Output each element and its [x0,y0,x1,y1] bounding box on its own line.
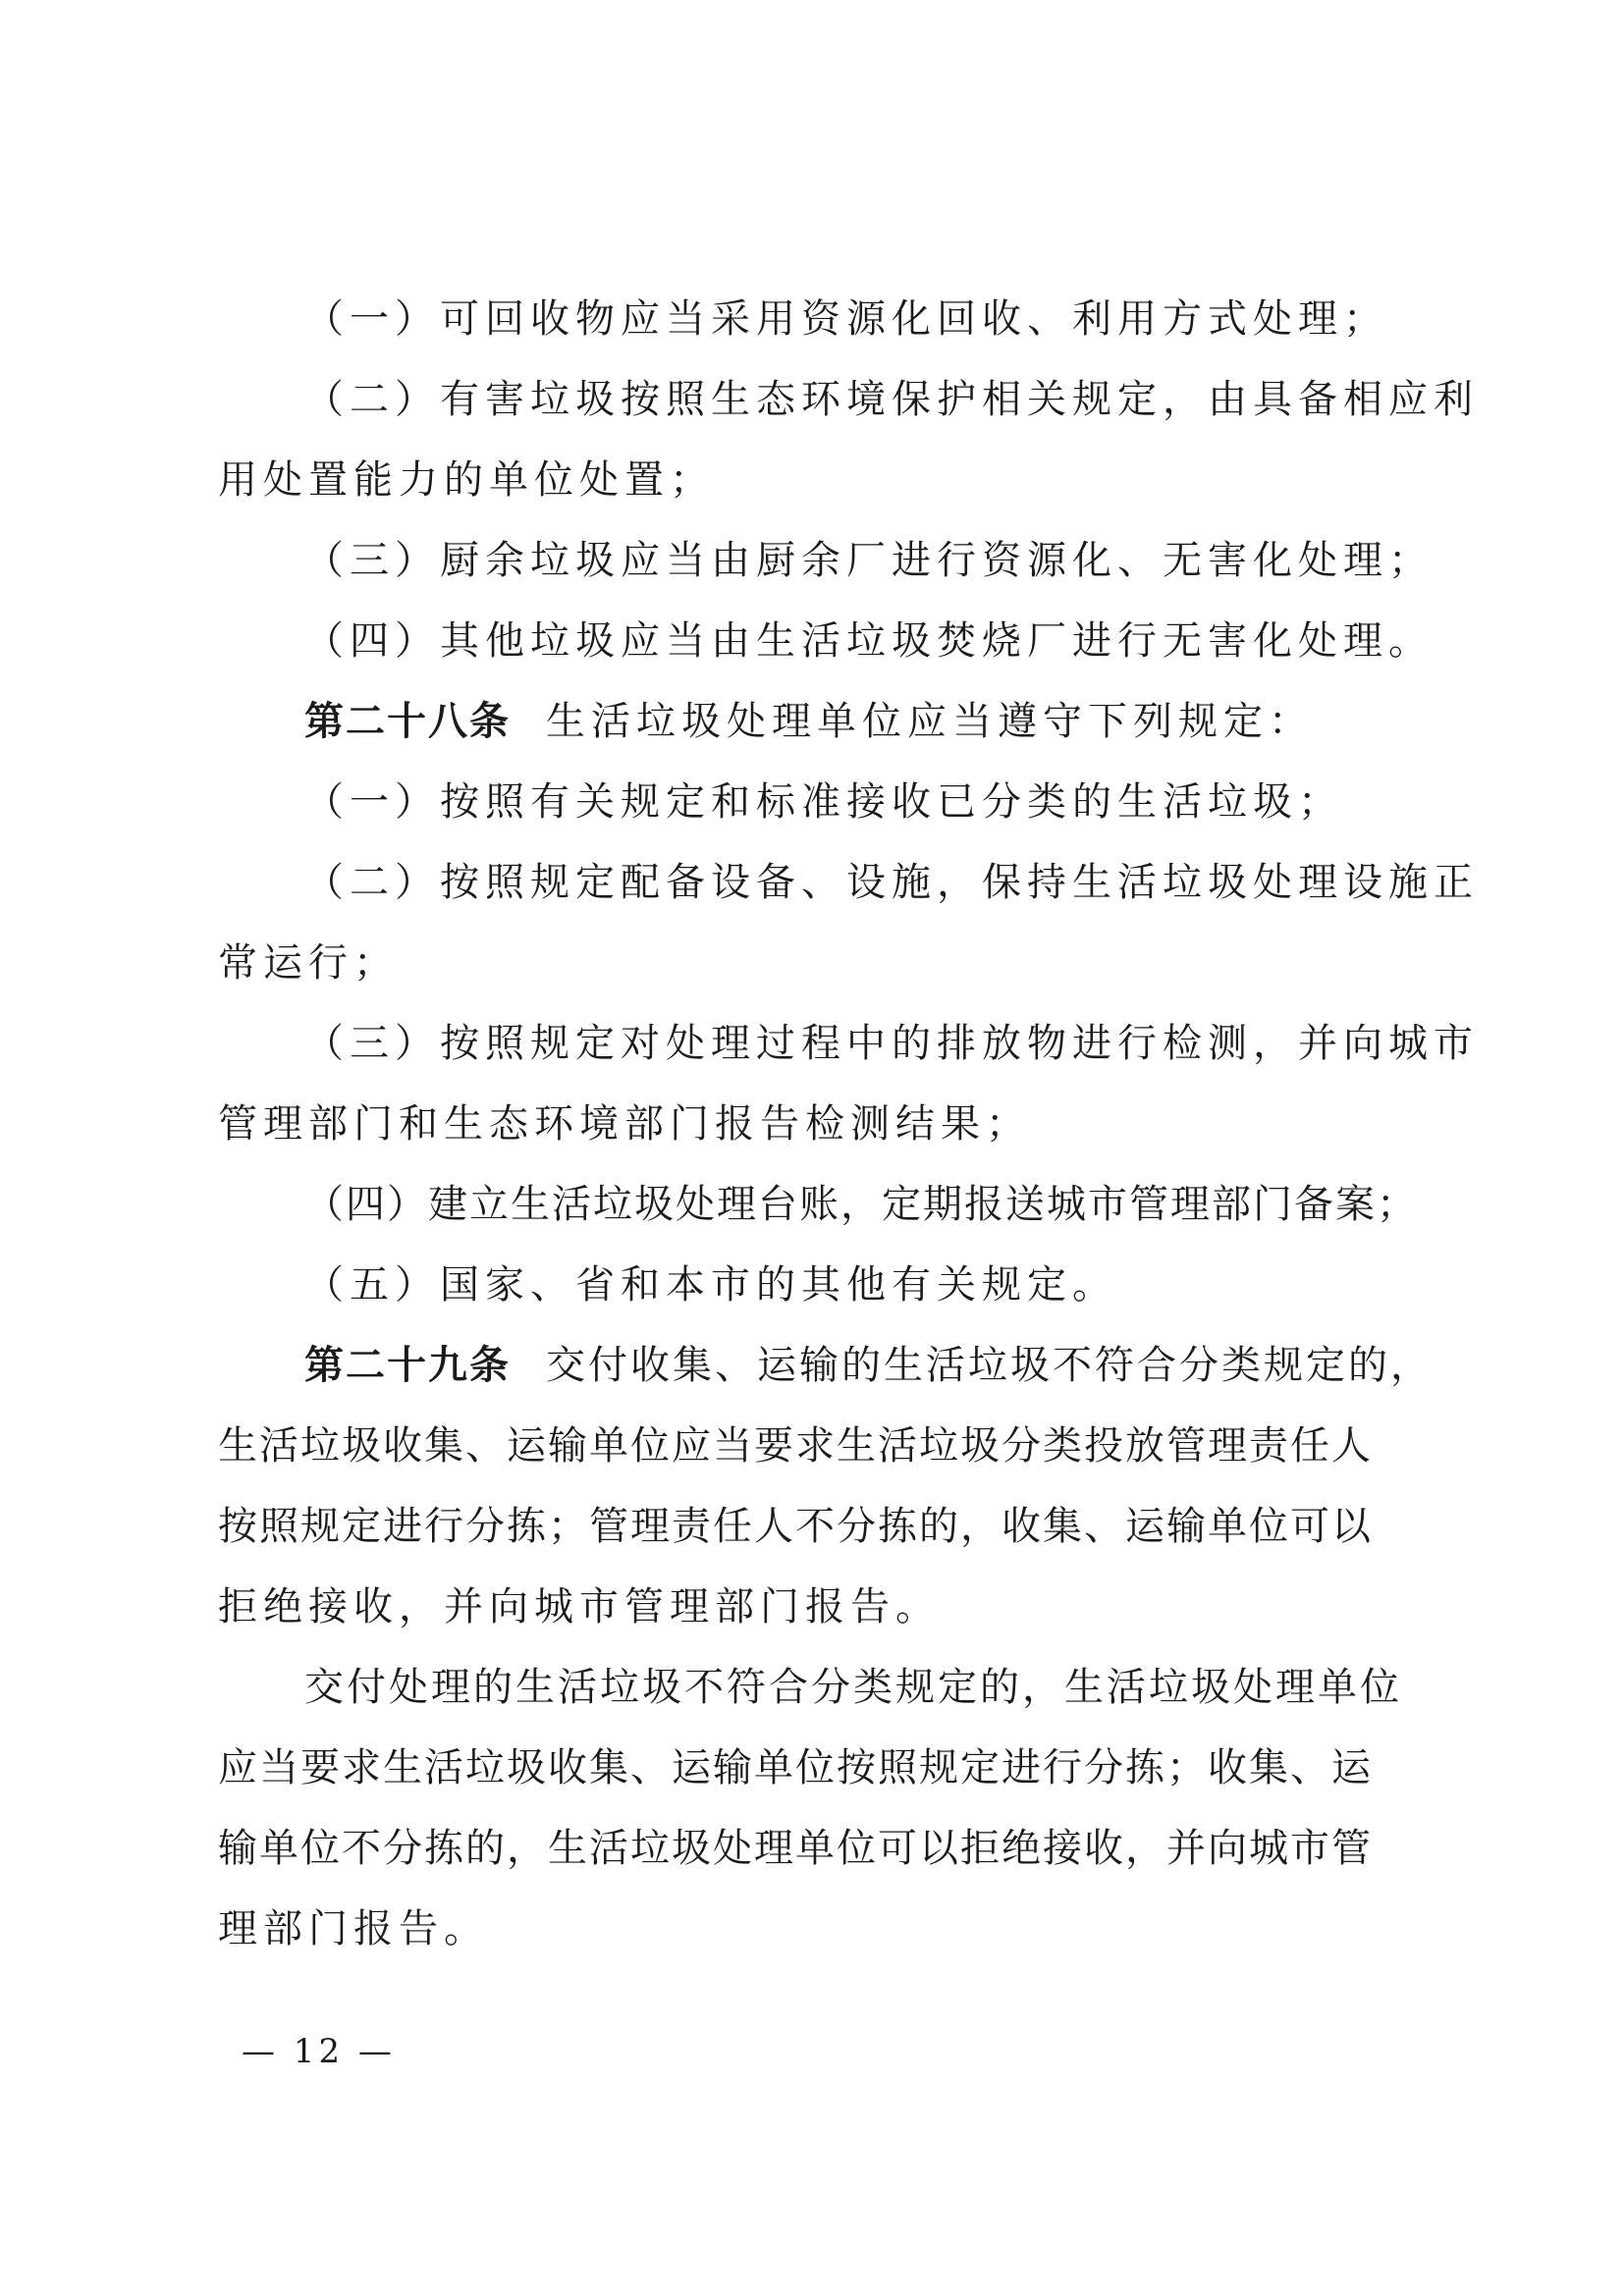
article-28-item-2-line2: 常运行； [218,940,399,986]
document-body [218,279,1479,1969]
article-29-number: 第二十九条 [304,1343,511,1388]
item-recyclables: （一）可回收物应当采用资源化回收、利用方式处理； [304,296,1388,342]
article-29-para2-line3: 输单位不分拣的，生活垃圾处理单位可以拒绝接收，并向城市管 [218,1826,1373,1871]
page-number: — 12 — [242,2032,396,2071]
article-28-item-5: （五）国家、省和本市的其他有关规定。 [304,1262,1117,1308]
article-28-item-3-line2: 管理部门和生态环境部门报告检测结果； [218,1101,1031,1147]
item-hazardous-line2: 用处置能力的单位处置； [218,457,715,503]
article-29-heading [218,1325,1435,1406]
article-29-line1: 交付收集、运输的生活垃圾不符合分类规定的， [546,1343,1433,1388]
article-28-item-4: （四）建立生活垃圾处理台账，定期报送城市管理部门备案； [304,1182,1418,1227]
article-29-para2-line2: 应当要求生活垃圾收集、运输单位按照规定进行分拣；收集、运 [218,1745,1373,1790]
item-other-waste: （四）其他垃圾应当由生活垃圾焚烧厂进行无害化处理。 [304,618,1434,664]
article-28-text: 生活垃圾处理单位应当遵守下列规定： [546,699,1314,744]
item-kitchen-waste: （三）厨余垃圾应当由厨余厂进行资源化、无害化处理； [304,538,1434,583]
article-28-item-2-line1: （二）按照规定配备设备、设施，保持生活垃圾处理设施正 [304,860,1479,905]
article-29-line2: 生活垃圾收集、运输单位应当要求生活垃圾分类投放管理责任人 [218,1423,1373,1468]
article-28-number: 第二十八条 [304,699,511,744]
article-28-item-3-line1: （三）按照规定对处理过程中的排放物进行检测，并向城市 [304,1021,1479,1066]
article-29-line4: 拒绝接收，并向城市管理部门报告。 [218,1584,941,1629]
item-hazardous-line1: （二）有害垃圾按照生态环境保护相关规定，由具备相应利 [304,377,1479,422]
article-28-heading [218,681,1435,762]
article-29-line3: 按照规定进行分拣；管理责任人不分拣的，收集、运输单位可以 [218,1504,1373,1549]
article-28-item-1: （一）按照有关规定和标准接收已分类的生活垃圾； [304,779,1343,825]
article-29-para2-line4: 理部门报告。 [218,1906,489,1951]
article-29-para2-line1: 交付处理的生活垃圾不符合分类规定的，生活垃圾处理单位 [304,1665,1402,1710]
